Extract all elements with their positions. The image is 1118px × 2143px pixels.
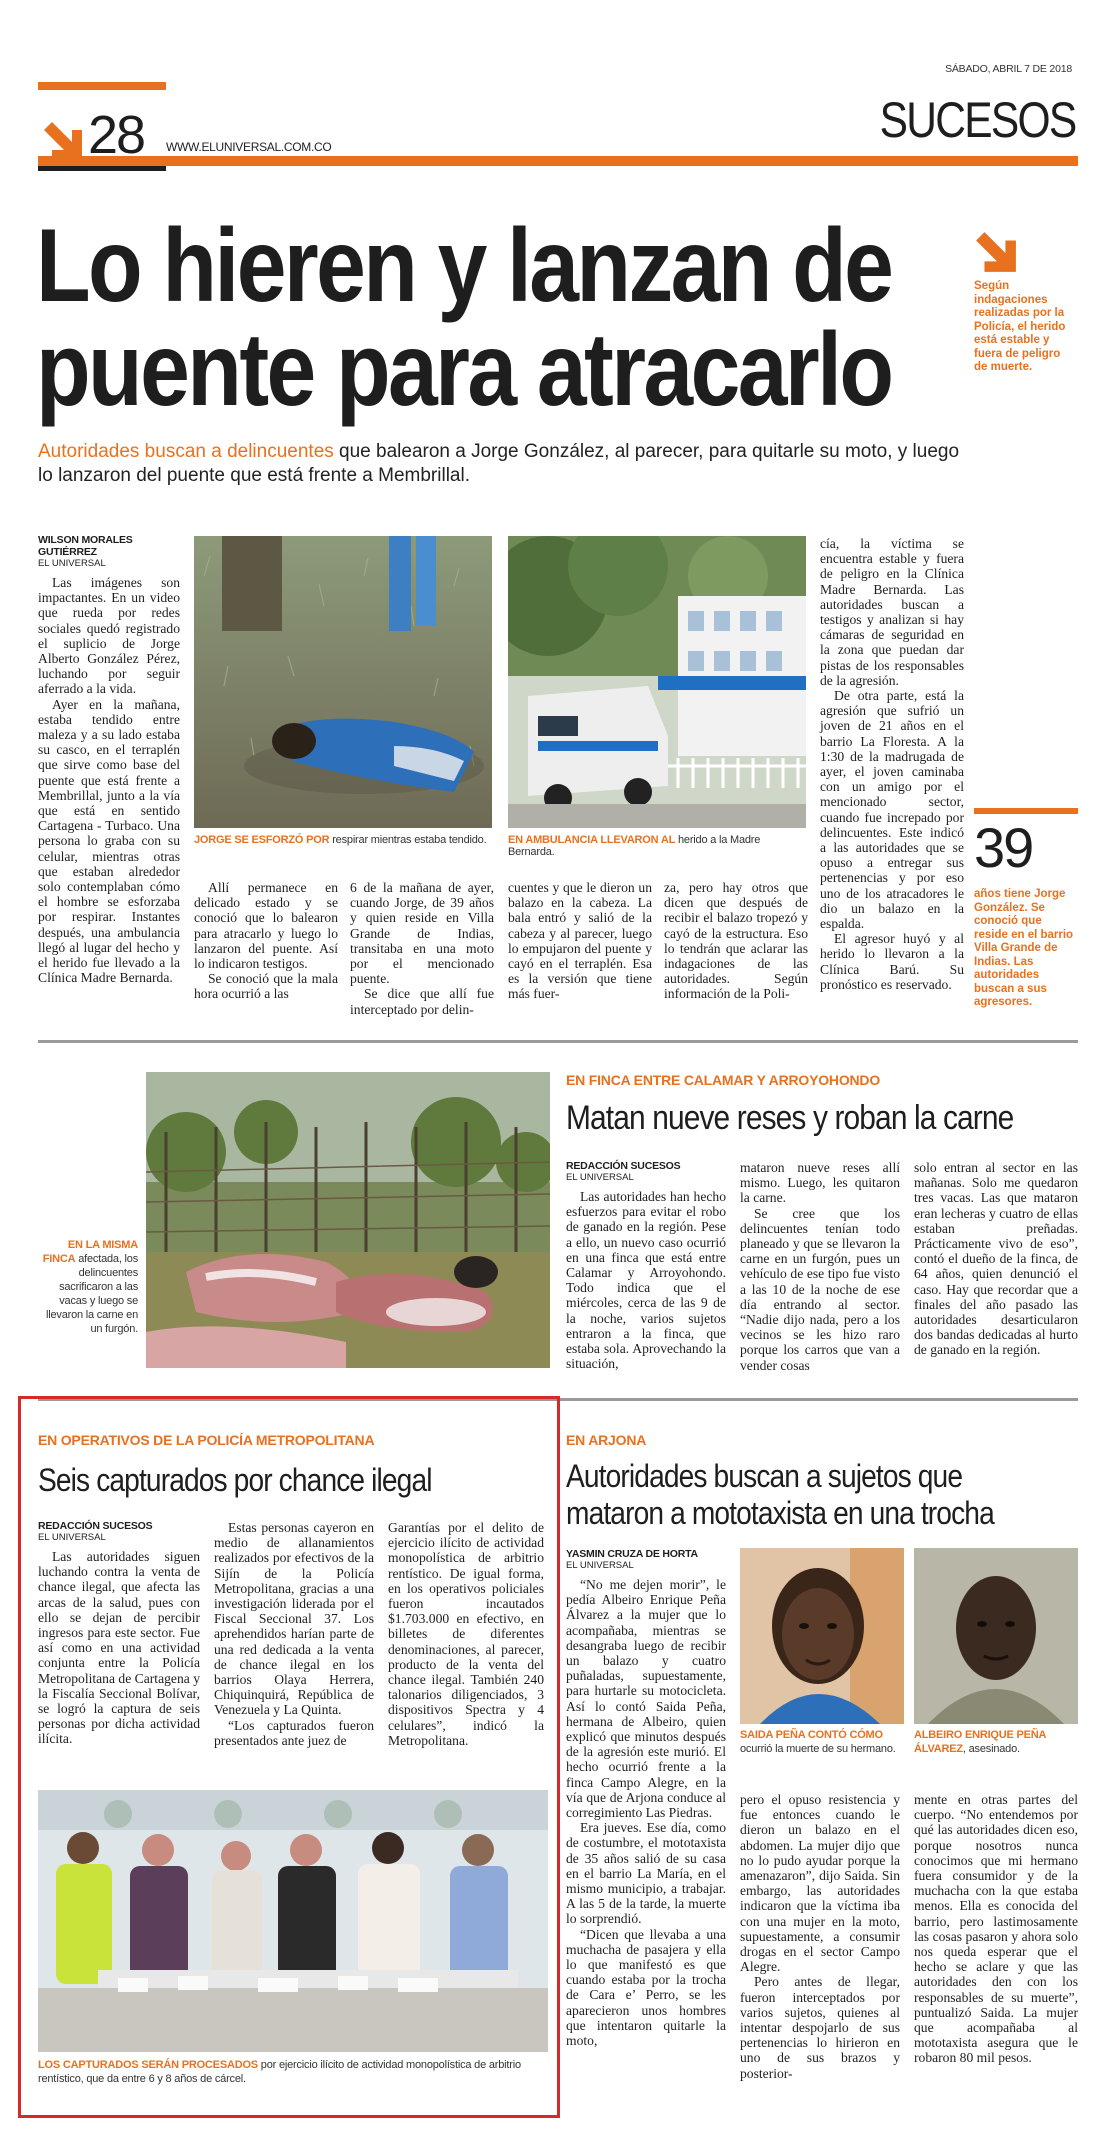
chance-byline-org: EL UNIVERSAL (38, 1532, 106, 1543)
main-headline-line1: Lo hieren y lanzan de (36, 208, 892, 324)
main-col-1 (38, 534, 180, 985)
site-url[interactable]: WWW.ELUNIVERSAL.COM.CO (166, 140, 332, 154)
fact-text: años tiene Jorge González. Se conoció que reside en el barrio Villa Grande de Indias. Las autoridades buscan a sus agresores. (974, 888, 1074, 1008)
paragraph: Era jueves. Ese día, como de costumbre, el mototaxista de 35 años salió de su casa en el barrio La María, en el mismo municipio, a trabajar. A las 5 de la tarde, la muerte lo sorprendió. (566, 1820, 726, 1927)
paragraph: “No me dejen morir”, le pedía Albeiro Enrique Peña Álvarez a la mujer que lo acompañaba, mientras se desangraba luego de recibir un balazo y cuatro puñaladas, supuestamente, para hurtarle su motocicleta. Así lo contó Saida Peña, hermana de Albeiro, quien explicó que minutos después de la agresión este murió. El hecho ocurrió frente a la finca Campo Alegre, en la vía que de Arjona conduce al corregimiento Las Piedras. (566, 1577, 726, 1821)
sidebar-note: Según indagaciones realizadas por la Policía, el herido está estable y fuera de peligro de muerte. (974, 280, 1066, 373)
header-top-accent (38, 82, 166, 90)
caption-text: respirar mientras estaba tendido. (329, 834, 487, 846)
paragraph: Las imágenes son impactantes. En un video que rueda por redes sociales quedó registrado el suplicio de Jorge Alberto González Pérez, luchando por seguir aferrado a la vida. (38, 575, 180, 697)
paragraph: mente en otras partes del cuerpo. “No entendemos por qué las autoridades dicen eso, porque nosotros nunca conocimos que mi hermano fuera consumidor y de la muchacha con la que estaba menos. Ella es conocida del barrio, pero lastimosamente las cosas pasaron y ahora solo nos queda esperar que el hecho se aclare y que las autoridades den con los responsables de su muerte”, puntualizó Saida. La mujer que acompañaba al mototaxista asegura que le robaron 80 mil pesos. (914, 1792, 1078, 2066)
main-headline (36, 208, 973, 428)
paragraph: solo entran al sector en las mañanas. Solo me quedaron tres vacas. Las que mataron eran lecheras y cuatro de ellas estaban preñadas. Prácticamente vivo de eso”, contó el dueño de la finca, de 64 años, quien denunció el caso. Hay que recordar que a finales del año pasado las autoridades desarticularon dos bandas dedicadas al hurto de ganado en la región. (914, 1160, 1078, 1358)
caption-text: afectada, los delincuentes sacrificaron a las vacas y luego se llevaron la carne en un furgón. (45, 1253, 138, 1335)
chance-byline: REDACCIÓN SUCESOS (38, 1520, 153, 1532)
sidebar-arrow-icon (974, 230, 1018, 274)
arjona-headline-line2: mataron a mototaxista en una trocha (566, 1495, 994, 1531)
header-accent-bar (38, 156, 1078, 166)
paragraph: Ayer en la mañana, estaba tendido entre maleza y a su lado estaba su casco, en el terraplén que sirve como base del puente que está frente a Membrillal, junto a la vía que está en sentido Cartagena - Turbaco. Una persona lo graba con su celular, mientras otras que estaban alrededor solo contemplaban cómo el hombre se esforzaba por respirar. Instantes después, una ambulancia llegó al lugar del hecho y el herido fue llevado a la Clínica Madre Bernarda. (38, 696, 180, 986)
arrow-icon (42, 120, 84, 162)
paragraph: “Los capturados fueron presentados ante juez de (214, 1717, 374, 1748)
main-headline-line2: puente para atracarlo (36, 312, 892, 428)
paragraph: Se dice que allí fue interceptado por delin- (350, 986, 494, 1017)
caption-arrested (38, 2058, 548, 2086)
arjona-col-2 (740, 1792, 900, 2081)
caption-albeiro (914, 1728, 1078, 1756)
caption-ambulance (508, 834, 808, 858)
photo-ambulance (508, 536, 806, 828)
main-col-5 (664, 880, 808, 1002)
cattle-col-2 (740, 1160, 900, 1373)
photo-albeiro-pena (914, 1548, 1078, 1724)
caption-injured-man (194, 834, 494, 846)
paragraph: De otra parte, está la agresión que sufrió un joven de 21 años en el barrio La Floresta. A la 1:30 de la madrugada de ayer, el joven caminaba con un amigo por el mencionado sector, cuando fue increpado por delincuentes. Este indicó a las autoridades que se opuso a entregar sus pertenencias y por eso uno de los atracadores le dio un balazo en la espalda. (820, 688, 964, 932)
main-col-6 (820, 536, 964, 992)
paragraph: Allí permanece en delicado estado y se conoció que lo balearon para atracarlo y luego lo lanzaron del puente. Así lo indicaron testigos. (194, 880, 338, 972)
photo-arrested-people (38, 1790, 548, 2052)
page-number: 28 (88, 105, 145, 165)
main-deck-text: que balearon a Jorge González, al parecer, para quitarle su moto, y luego lo lanzaron del puente que está frente a Membrillal. (38, 441, 960, 486)
chance-col-1 (38, 1520, 200, 1747)
chance-kicker: EN OPERATIVOS DE LA POLICÍA METROPOLITANA (38, 1432, 375, 1448)
main-byline-org: EL UNIVERSAL (38, 558, 106, 569)
main-deck (38, 440, 978, 488)
caption-highlight: JORGE SE ESFORZÓ POR (194, 834, 330, 846)
arjona-headline (566, 1458, 994, 1532)
paragraph: Las autoridades han hecho esfuerzos para evitar el robo de ganado en la región. Pese a ello, un nuevo caso ocurrió en una finca que está entre Calamar y Arroyohondo. Todo indica que el miércoles, cerca de las 9 de la noche, varios sujetos entraron a la finca, que estaba sola. Aprovechando la situación, (566, 1189, 726, 1372)
arjona-headline-line1: Autoridades buscan a sujetos que (566, 1458, 963, 1494)
paragraph: Las autoridades siguen luchando contra la venta de chance ilegal, que afecta las arcas de la salud, pues con ello se dejan de percibir ingresos para este sector. Fue así como en una actividad conjunta entre la Policía Metropolitana de Cartagena y la Fiscalía Seccional Bolívar, se logró la captura de seis personas por dicha actividad ilícita. (38, 1549, 200, 1747)
caption-highlight: EN LA MISMA FINCA (42, 1239, 138, 1265)
paragraph: Estas personas cayeron en medio de allanamientos realizados por efectivos de la Sijín de la Policía Metropolitana, gracias a una investigación liderada por el Fiscal Seccional 37. Los aprehendidos harían parte de una red dedicada a la venta de chance ilegal en los barrios Olaya Herrera, Chiquinquirá, República de Venezuela y La Quinta. (214, 1520, 374, 1718)
caption-cattle (38, 1238, 138, 1336)
section-title: SUCESOS (880, 92, 1076, 148)
cattle-col-1 (566, 1160, 726, 1371)
photo-injured-man (194, 536, 492, 828)
cattle-byline-org: EL UNIVERSAL (566, 1172, 634, 1183)
page-date: SÁBADO, ABRIL 7 DE 2018 (945, 63, 1072, 75)
photo-saida-pena (740, 1548, 904, 1724)
caption-highlight: ALBEIRO ENRIQUE PEÑA ÁLVAREZ (914, 1729, 1046, 1755)
caption-text: ocurrió la muerte de su hermano. (740, 1743, 896, 1755)
cattle-kicker: EN FINCA ENTRE CALAMAR Y ARROYOHONDO (566, 1072, 881, 1088)
cattle-byline: REDACCIÓN SUCESOS (566, 1160, 681, 1172)
arjona-byline: YASMIN CRUZA DE HORTA (566, 1548, 698, 1560)
arjona-byline-org: EL UNIVERSAL (566, 1560, 634, 1571)
caption-highlight: LOS CAPTURADOS SERÁN PROCESADOS (38, 2059, 258, 2071)
main-col-3 (350, 880, 494, 1017)
section-divider (38, 1040, 1078, 1043)
paragraph: Se conoció que la mala hora ocurrió a las (194, 971, 338, 1002)
paragraph: El agresor huyó y al herido lo llevaron a la Clínica Barú. Su pronóstico es reservado. (820, 931, 964, 992)
paragraph: cuentes y que le dieron un balazo en la cabeza. La bala entró y salió de la cabeza y al parecer, luego lo empujaron del puente y cayó en el terraplén. Esa es la versión que tiene más fuer- (508, 880, 652, 1002)
photo-slaughtered-cattle (146, 1072, 550, 1368)
paragraph: “Dicen que llevaba a una muchacha de pasajera y ella lo que manifestó es que cuando estaba por la trocha de Cara e’ Perro, se les aparecieron unos hombres que intentaron quitarle la moto, (566, 1926, 726, 2049)
chance-col-2 (214, 1520, 374, 1748)
paragraph: cía, la víctima se encuentra estable y fuera de peligro en la Clínica Madre Bernarda. Las autoridades buscan a testigos y analizan si hay cámaras de seguridad en la zona que puedan dar pistas de los responsables de la agresión. (820, 536, 964, 688)
chance-headline: Seis capturados por chance ilegal (38, 1462, 432, 1498)
caption-text: , asesinado. (962, 1743, 1020, 1755)
cattle-headline: Matan nueve reses y roban la carne (566, 1099, 1014, 1137)
main-byline: WILSON MORALES GUTIÉRREZ (38, 534, 133, 558)
main-col-4 (508, 880, 652, 1002)
paragraph: mataron nueve reses allí mismo. Luego, les quitaron la carne. (740, 1160, 900, 1206)
caption-highlight: SAIDA PEÑA CONTÓ CÓMO (740, 1729, 883, 1741)
paragraph: pero el opuso resistencia y fue entonces cuando le dieron un balazo en el abdomen. La mujer dijo que no lo pudo ayudar porque la amenazaron”, dijo Saida. Sin embargo, las autoridades indicaron que la víctima iba con una mujer en la moto, supuestamente, a consumir drogas en el sector Campo Alegre. (740, 1792, 900, 1975)
header-black-rule (38, 166, 166, 171)
caption-highlight: EN AMBULANCIA LLEVARON AL (508, 834, 676, 846)
paragraph: Pero antes de llegar, fueron interceptados por varios sujetos, quienes al intentar despojarlo de sus pertenencias lo hirieron en uno de sus brazos y posterior- (740, 1974, 900, 2081)
caption-text: por ejercicio ilícito de actividad monopolística de arbitrio rentístico, que da entre 6 y 8 años de cárcel. (38, 2059, 521, 2085)
paragraph: Se cree que los delincuentes tenían todo planeado y que se llevaron la carne en un furgón, pues un vehículo de ese tipo fue visto a las 10 de la noche de ese día entrando al sector. “Nadie dijo nada, pero a los vecinos se les hizo raro porque los carros que van a vender cosas (740, 1205, 900, 1373)
chance-col-3 (388, 1520, 544, 1748)
caption-text: herido a la Madre Bernarda. (508, 834, 761, 858)
paragraph: Garantías por el delito de ejercicio ilícito de actividad monopolística de arbitrio rentístico. De igual forma, en los operativos policiales fueron incautados $1.703.000 en efectivo, en billetes de diferentes denominaciones, al parecer, producto de la venta del chance ilegal. También 240 talonarios diligenciados, 3 dispositivos Spectra y 4 celulares”, indicó la Metropolitana. (388, 1520, 544, 1748)
main-deck-highlight: Autoridades buscan a delincuentes (38, 441, 334, 462)
arjona-col-1 (566, 1548, 726, 2048)
main-col-2 (194, 880, 338, 1002)
fact-number: 39 (974, 816, 1033, 879)
arjona-col-3 (914, 1792, 1078, 2066)
cattle-col-3 (914, 1160, 1078, 1358)
caption-saida (740, 1728, 904, 1756)
fact-box-rule (974, 808, 1078, 814)
arjona-kicker: EN ARJONA (566, 1432, 647, 1448)
paragraph: 6 de la mañana de ayer, cuando Jorge, de 39 años y quien reside en Villa Grande de Indias, transitaba en una moto por el mencionado puente. (350, 880, 494, 987)
paragraph: za, pero hay otros que dicen que después de recibir el balazo tropezó y cayó de la estructura. Eso lo tendrán que aclarar las indagaciones de las autoridades. Según información de la Poli- (664, 880, 808, 1002)
